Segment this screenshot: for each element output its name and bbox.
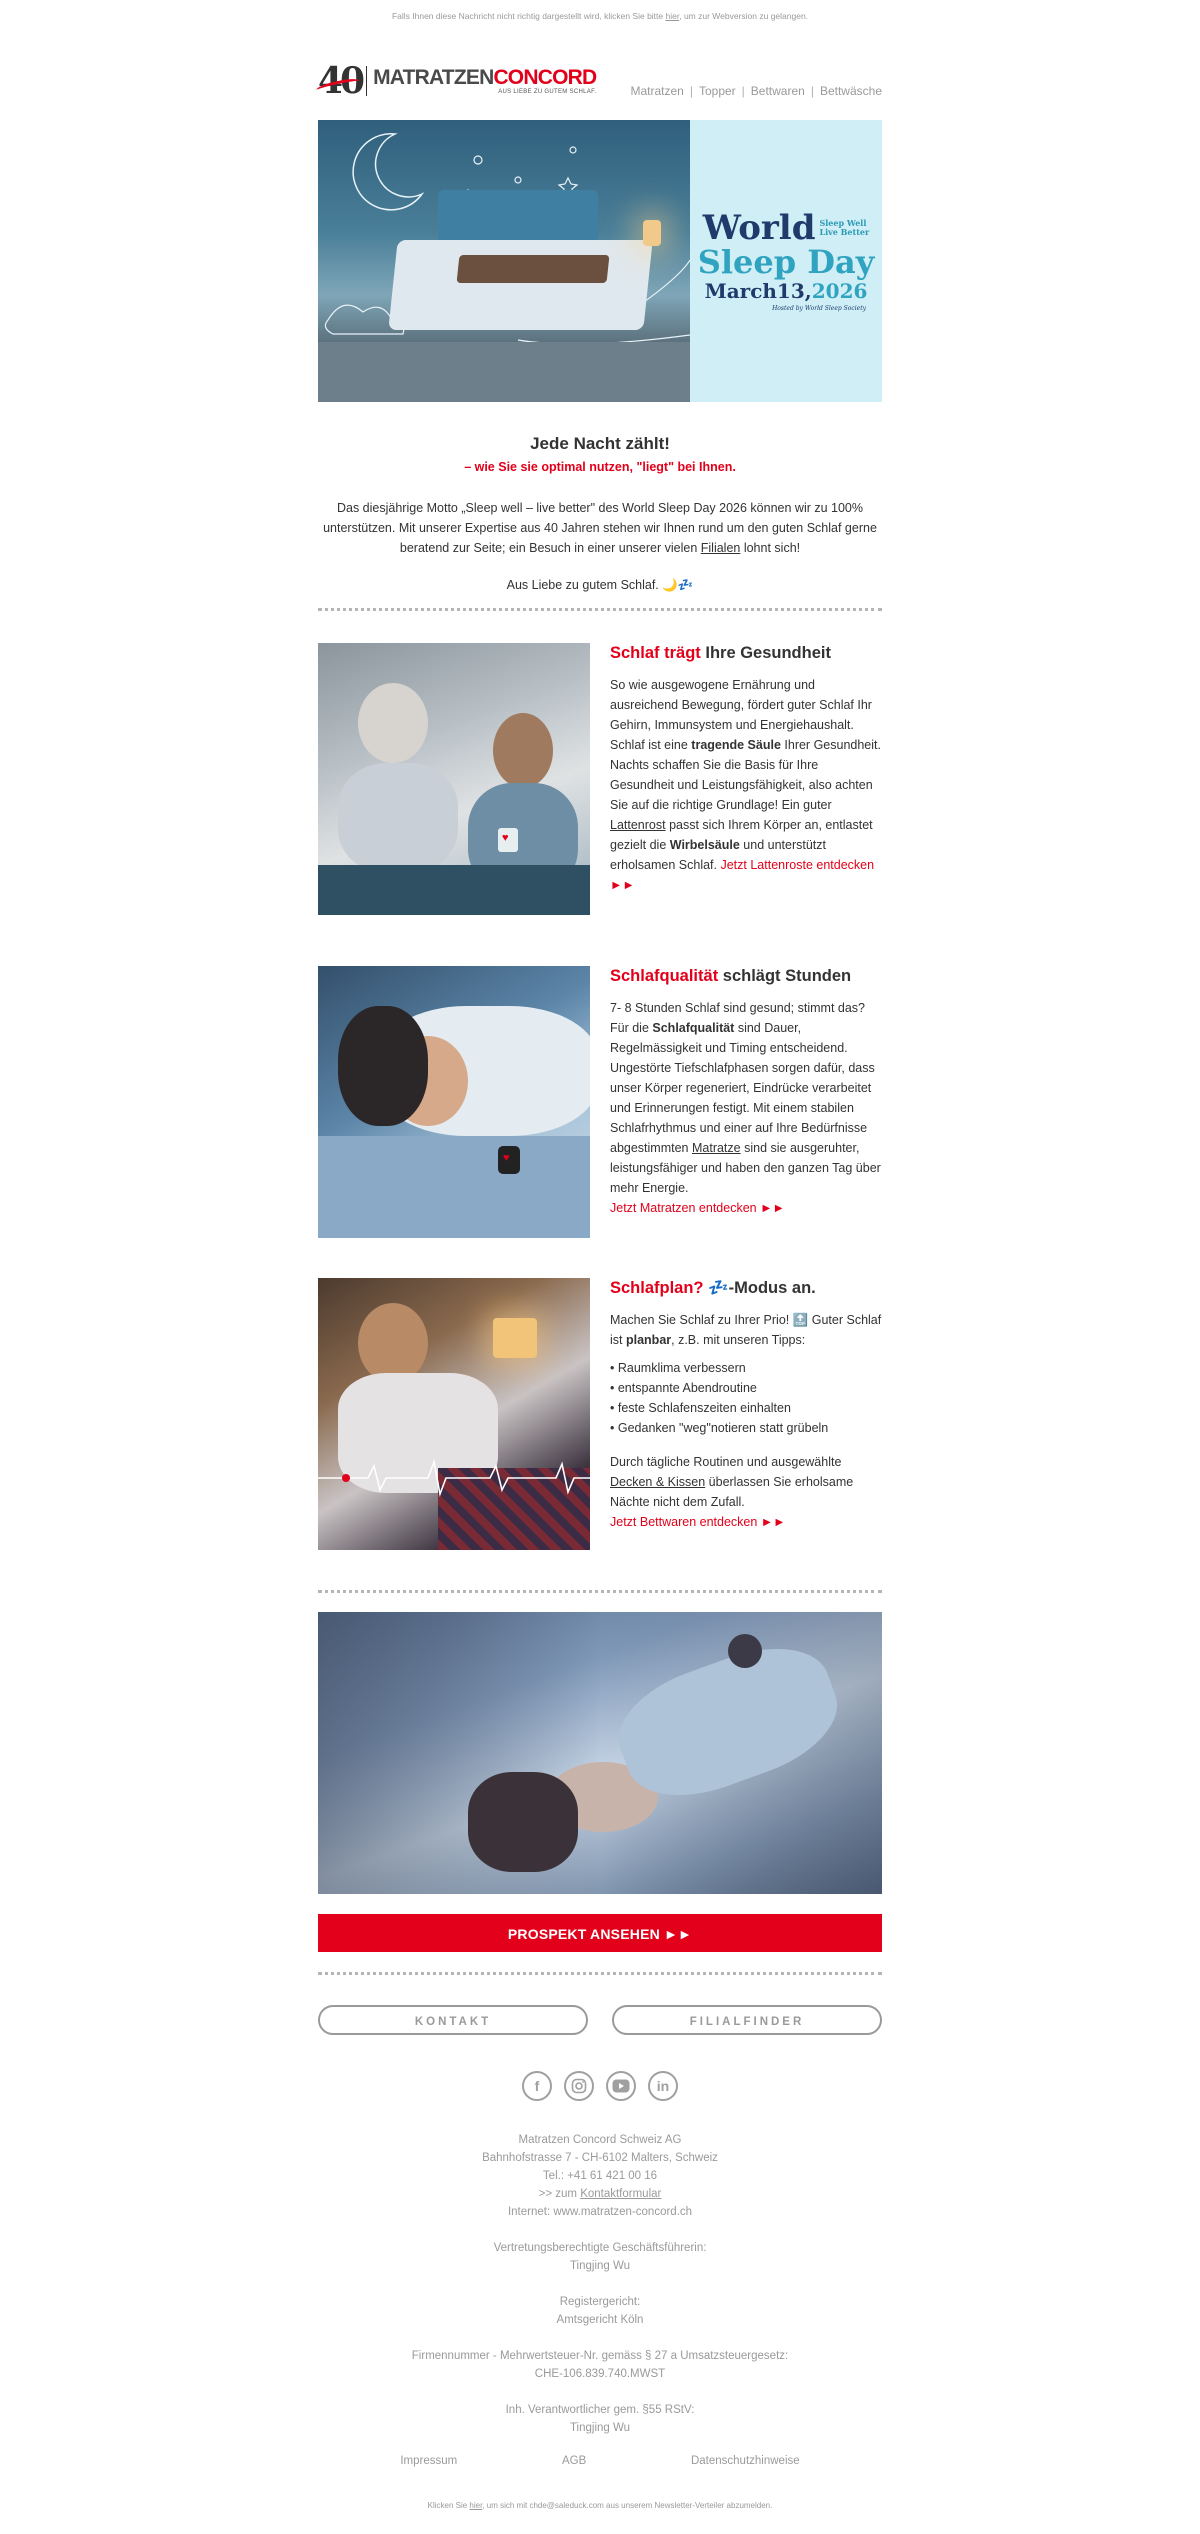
preheader (0, 0, 1200, 50)
ceo-name: Tingjing Wu (569, 2260, 631, 2272)
tax-label: Firmennummer - Mehrwertsteuer-Nr. gemäss § 27 a Umsatzsteuergesetz: (411, 2350, 789, 2362)
tip-item: • entspannte Abendroutine (610, 1378, 882, 1398)
title-rest: schlägt Stunden (718, 967, 852, 985)
ceo-block (318, 2239, 882, 2275)
intro-title: Jede Nacht zählt! (530, 434, 670, 453)
company-name: Matratzen Concord Schweiz AG (518, 2134, 682, 2146)
kontakt-button[interactable]: KONTAKT (318, 2005, 588, 2035)
hero-banner[interactable] (318, 120, 882, 402)
datenschutz-link[interactable]: Datenschutzhinweise (690, 2455, 800, 2467)
tip-item: • Raumklima verbessern (610, 1358, 882, 1378)
legal-links (318, 2455, 882, 2467)
court-block (318, 2293, 882, 2329)
wsd-title-line (702, 207, 870, 248)
intro-signoff: Aus Liebe zu gutem Schlaf. 🌙💤 (506, 578, 694, 592)
logo-brand-matratzen: MATRATZEN (373, 66, 494, 89)
title-rest: -Modus an. (728, 1279, 816, 1297)
logo-divider (366, 66, 367, 96)
instagram-glyph (571, 2078, 587, 2094)
unsubscribe-text-end: , um sich mit chde@saleduck.com aus unserem Newsletter-Verteiler abzumelden. (482, 2501, 773, 2510)
title-highlight: Schlafplan? (610, 1279, 704, 1297)
lattenroste-cta-link[interactable]: Jetzt Lattenroste entdecken ►► (610, 858, 875, 892)
unsubscribe-link[interactable]: hier (469, 2501, 483, 2510)
heartbeat-line-icon (318, 1458, 590, 1498)
tip-item: • feste Schlafenszeiten einhalten (610, 1398, 882, 1418)
body-bold: Wirbelsäule (669, 838, 740, 852)
section-schlafqualitaet-text (590, 966, 882, 1218)
body-text: So wie ausgewogene Ernährung und ausreichend Bewegung, fördert guter Schlaf Ihr Gehirn, Immunsystem und Energiehaushalt. Schlaf ist eine (610, 678, 872, 752)
mug-with-heart (498, 828, 518, 852)
ceo-label: Vertretungsberechtigte Geschäftsführerin: (493, 2242, 707, 2254)
wsd-date-year: 2026 (811, 278, 868, 303)
footer-buttons (318, 2005, 882, 2035)
dotted-divider (318, 1972, 882, 1975)
responsible-label: Inh. Verantwortlicher gem. §55 RStV: (505, 2404, 695, 2416)
section-gesundheit-title (610, 643, 882, 663)
body-text: Machen Sie Schlaf zu Ihrer Prio! 🔝 Guter Schlaf ist (610, 1313, 882, 1347)
body-text: passt sich Ihrem Körper an, entlastet gezielt die (610, 818, 873, 852)
court-label: Registergericht: (559, 2296, 641, 2308)
zzz-icon: 💤 (703, 1279, 729, 1297)
nav-topper[interactable]: Topper (698, 84, 736, 98)
company-website: Internet: www.matratzen-concord.ch (507, 2206, 693, 2218)
intro-subtitle: – wie Sie sie optimal nutzen, "liegt" bei Ihnen. (464, 460, 736, 474)
company-address: Bahnhofstrasse 7 - CH-6102 Malters, Schweiz (482, 2152, 718, 2164)
tax-block (318, 2347, 882, 2383)
matratze-link[interactable]: Matratze (691, 1141, 741, 1155)
company-block (318, 2131, 882, 2221)
heart-icon: ♥ (503, 1152, 510, 1164)
bedside-lamp (643, 220, 661, 246)
dotted-divider (318, 608, 882, 611)
contact-form-line (318, 2185, 882, 2203)
wsd-host: Hosted by World Sleep Society (772, 304, 866, 312)
logo-brand-concord: CONCORD (493, 66, 597, 89)
body-bold: tragende Säule (691, 738, 781, 752)
restless-sleeper-photo[interactable] (318, 1612, 882, 1894)
tip-item: • Gedanken "weg"notieren statt grübeln (610, 1418, 882, 1438)
bed (388, 240, 652, 330)
body-text: 7- 8 Stunden Schlaf sind gesund; stimmt das? Für die (610, 1001, 866, 1035)
company-phone: Tel.: +41 61 421 00 16 (542, 2170, 658, 2182)
duvet (318, 865, 590, 915)
kontaktformular-link[interactable]: Kontaktformular (580, 2188, 662, 2200)
body-text: Durch tägliche Routinen und ausgewählte (610, 1455, 842, 1469)
section-schlafplan-title (610, 1278, 882, 1298)
section-gesundheit (318, 643, 882, 915)
impressum-link[interactable]: Impressum (400, 2455, 458, 2467)
world-sleep-day-logo (690, 120, 882, 402)
body-text: , z.B. mit unseren Tipps: (671, 1333, 806, 1347)
court-name: Amtsgericht Köln (556, 2314, 644, 2326)
intro-body (318, 498, 882, 558)
lattenrost-link[interactable]: Lattenrost (610, 818, 666, 832)
body-bold: Schlafqualität (652, 1021, 735, 1035)
youtube-icon[interactable] (606, 2071, 636, 2101)
webversion-link[interactable]: hier (665, 11, 680, 21)
tax-value: CHE-106.839.740.MWST (534, 2368, 666, 2380)
logo-wordmark (373, 67, 596, 95)
woman-body (338, 763, 458, 873)
intro-body-end: lohnt sich! (740, 541, 801, 555)
matratzen-cta-link[interactable]: Jetzt Matratzen entdecken ►► (610, 1201, 785, 1215)
section-schlafqualitaet (318, 966, 882, 1238)
logo-tagline: AUS LIEBE ZU GUTEM SCHLAF. (498, 89, 597, 95)
wsd-date-day: March13, (704, 278, 812, 303)
blanket (318, 1136, 590, 1238)
bedroom-photo (318, 120, 690, 402)
title-highlight: Schlafqualität (610, 967, 719, 985)
contact-prefix: >> zum (538, 2188, 581, 2200)
nav-matratzen[interactable]: Matratzen (630, 84, 684, 98)
woman-figure (358, 683, 428, 763)
section-schlafplan-text (590, 1278, 882, 1532)
preheader-text: Falls Ihnen diese Nachricht nicht richtig dargestellt wird, klicken Sie bitte (391, 11, 666, 21)
logo-brand (373, 67, 596, 89)
filialfinder-button[interactable]: FILIALFINDER (612, 2005, 882, 2035)
body-text: und unterstützt erholsamen Schlaf. (610, 838, 826, 872)
intro-body-text: Das diesjährige Motto „Sleep well – live better" des World Sleep Day 2026 können wir zu 100% unterstützen. Mit unserer Expertise aus 40 Jahren stehen wir Ihnen rund um den guten Schlaf gerne beratend zur Seite; ein Besuch in einer unserer vielen (323, 501, 877, 555)
agb-link[interactable]: AGB (561, 2455, 587, 2467)
woman-hair (468, 1772, 578, 1872)
heart-icon: ♥ (502, 832, 509, 844)
nav-separator: | (689, 84, 693, 98)
wsd-world: World (702, 207, 816, 248)
social-links (318, 2071, 882, 2101)
smartwatch (498, 1146, 520, 1174)
couple-waking-photo[interactable] (318, 643, 590, 915)
responsible-name: Tingjing Wu (569, 2422, 631, 2434)
unsubscribe-line (318, 2501, 882, 2510)
wsd-tag-2: Live Better (819, 226, 870, 237)
man-writing-photo[interactable] (318, 1278, 590, 1550)
body-text: sind sie ausgeruhter, leistungsfähiger und haben den ganzen Tag über mehr Energie. (610, 1141, 881, 1195)
section-schlafqualitaet-body (610, 998, 882, 1218)
wsd-date (705, 279, 868, 303)
nav-separator: | (810, 84, 814, 98)
bed-blanket (457, 255, 610, 283)
header (318, 50, 882, 100)
prospekt-button[interactable]: PROSPEKT ANSEHEN ►► (318, 1914, 882, 1952)
body-text: Ihrer Gesundheit. Nachts schaffen Sie die Basis für Ihre Gesundheit und Leistungsfähigkeit, also achten Sie auf die richtige Grundlage! Ein guter (610, 738, 881, 812)
youtube-glyph (612, 2079, 630, 2093)
bettwaren-cta-link[interactable]: Jetzt Bettwaren entdecken ►► (610, 1515, 786, 1529)
anniversary-40-mark: 40 (318, 60, 363, 102)
section-gesundheit-body (610, 675, 882, 895)
section-schlafqualitaet-title (610, 966, 882, 986)
man-head (358, 1303, 428, 1383)
filialen-link[interactable]: Filialen (700, 541, 741, 555)
linkedin-icon[interactable]: in (648, 2071, 678, 2101)
floor (318, 342, 690, 402)
nav-separator: | (741, 84, 745, 98)
unsubscribe-text: Klicken Sie (427, 2501, 470, 2510)
body-bold: planbar (625, 1333, 672, 1347)
wsd-sleep-day: Sleep Day (697, 242, 875, 281)
wsd-tagline (819, 219, 869, 237)
nav-bettwaren[interactable]: Bettwaren (750, 84, 805, 98)
dotted-divider (318, 1590, 882, 1593)
body-text: sind Dauer, Regelmässigkeit und Timing entscheidend. Ungestörte Tiefschlafphasen sorgen dafür, dass unser Körper regeneriert, Eindrücke verarbeitet und Erinnerungen festigt. Mit einem stabilen Schlafrhythmus und einer auf Ihre Bedürfnisse abgestimmten (610, 1021, 875, 1155)
nav-bettwaesche[interactable]: Bettwäsche (819, 84, 882, 98)
title-rest: Ihre Gesundheit (700, 644, 831, 662)
title-highlight: Schlaf trägt (610, 644, 701, 662)
preheader-text-end: , um zur Webversion zu gelangen. (679, 11, 809, 21)
woman-sleeping-photo[interactable] (318, 966, 590, 1238)
wsd-tag-1: Sleep Well (819, 217, 867, 228)
section-schlafplan-body-2 (610, 1452, 882, 1532)
section-gesundheit-text (590, 643, 882, 895)
woman-hair (338, 1006, 428, 1126)
decken-kissen-link[interactable]: Decken & Kissen (610, 1475, 706, 1489)
body-text: überlassen Sie erholsame Nächte nicht dem Zufall. (610, 1475, 854, 1509)
responsible-block (318, 2401, 882, 2437)
intro-section (318, 402, 882, 593)
section-schlafplan-body (610, 1310, 882, 1350)
facebook-icon[interactable]: f (522, 2071, 552, 2101)
instagram-icon[interactable] (564, 2071, 594, 2101)
lamp-shade (493, 1318, 537, 1358)
man-figure (493, 713, 553, 788)
section-schlafplan (318, 1278, 882, 1550)
hand (728, 1634, 762, 1668)
brand-logo[interactable] (318, 62, 596, 100)
footer-info (318, 2131, 882, 2437)
top-nav (630, 84, 882, 100)
tips-list (610, 1358, 882, 1438)
